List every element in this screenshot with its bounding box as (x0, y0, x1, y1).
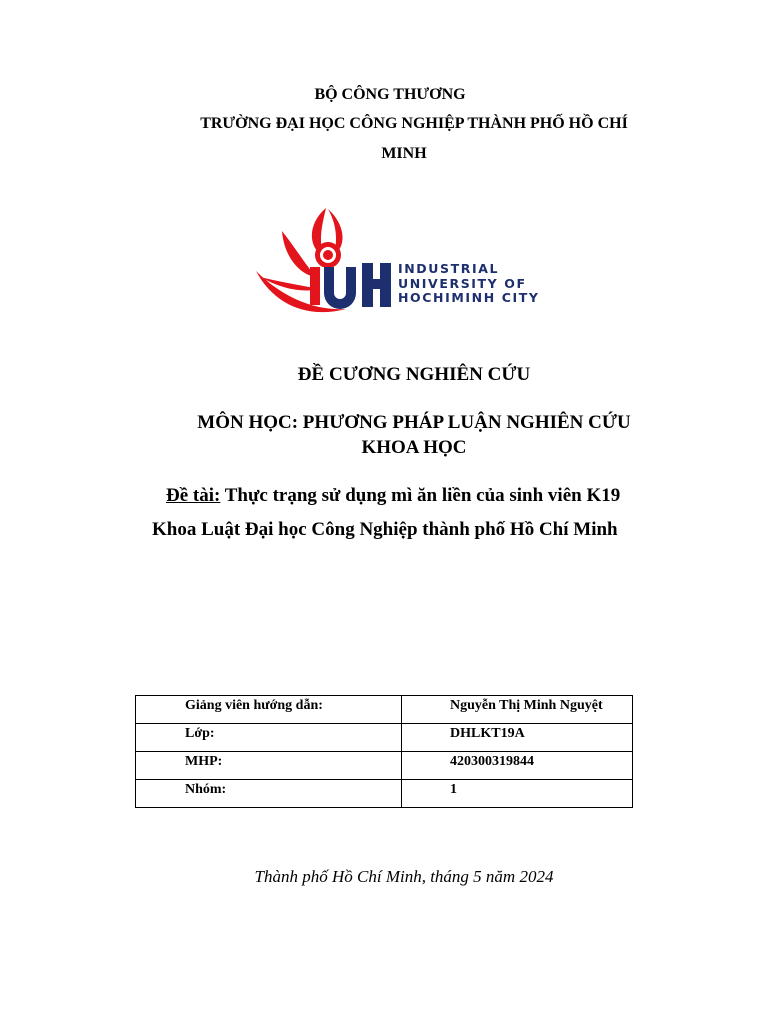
class-label: Lớp: (136, 724, 402, 752)
topic-line1 (166, 485, 620, 507)
group-label: Nhóm: (136, 780, 402, 808)
logo-letter-i (310, 267, 320, 305)
topic-label: Đề tài: (166, 485, 221, 506)
logo-text-line2: UNIVERSITY OF (398, 275, 527, 291)
table-row (136, 780, 633, 808)
topic-text-line2: Khoa Luật Đại học Công Nghiệp thành phố Hồ Chí Minh (152, 519, 618, 540)
table-row (136, 696, 633, 724)
instructor-label: Giảng viên hướng dẫn: (136, 696, 402, 724)
logo-text-line1: INDUSTRIAL (398, 261, 500, 276)
university-name-line2: MINH (381, 145, 427, 162)
document-type-title: ĐỀ CƯƠNG NGHIÊN CỨU (297, 364, 531, 385)
subject-title-line2: KHOA HỌC (361, 437, 467, 458)
table-row (136, 724, 633, 752)
group-value: 1 (402, 780, 633, 808)
place-and-date: Thành phố Hồ Chí Minh, tháng 5 năm 2024 (254, 867, 554, 886)
subject-title-line1: MÔN HỌC: PHƯƠNG PHÁP LUẬN NGHIÊN CỨU (197, 412, 631, 433)
ministry-name: BỘ CÔNG THƯƠNG (314, 86, 466, 103)
class-value: DHLKT19A (402, 724, 633, 752)
logo-text-line3: HOCHIMINH CITY (398, 290, 540, 305)
logo-text (398, 262, 540, 306)
logo-letter-h-bar (362, 279, 391, 289)
course-code-label: MHP: (136, 752, 402, 780)
topic-text-line1: Thực trạng sử dụng mì ăn liền của sinh viên K19 (220, 485, 621, 506)
logo-letter-u (324, 267, 356, 309)
info-table (135, 695, 633, 808)
university-logo (252, 205, 540, 323)
course-code-value: 420300319844 (402, 752, 633, 780)
instructor-value: Nguyễn Thị Minh Nguyệt (402, 696, 633, 724)
table-row (136, 752, 633, 780)
university-name-line1: TRƯỜNG ĐẠI HỌC CÔNG NGHIỆP THÀNH PHỐ HỒ CHÍ (200, 115, 628, 132)
